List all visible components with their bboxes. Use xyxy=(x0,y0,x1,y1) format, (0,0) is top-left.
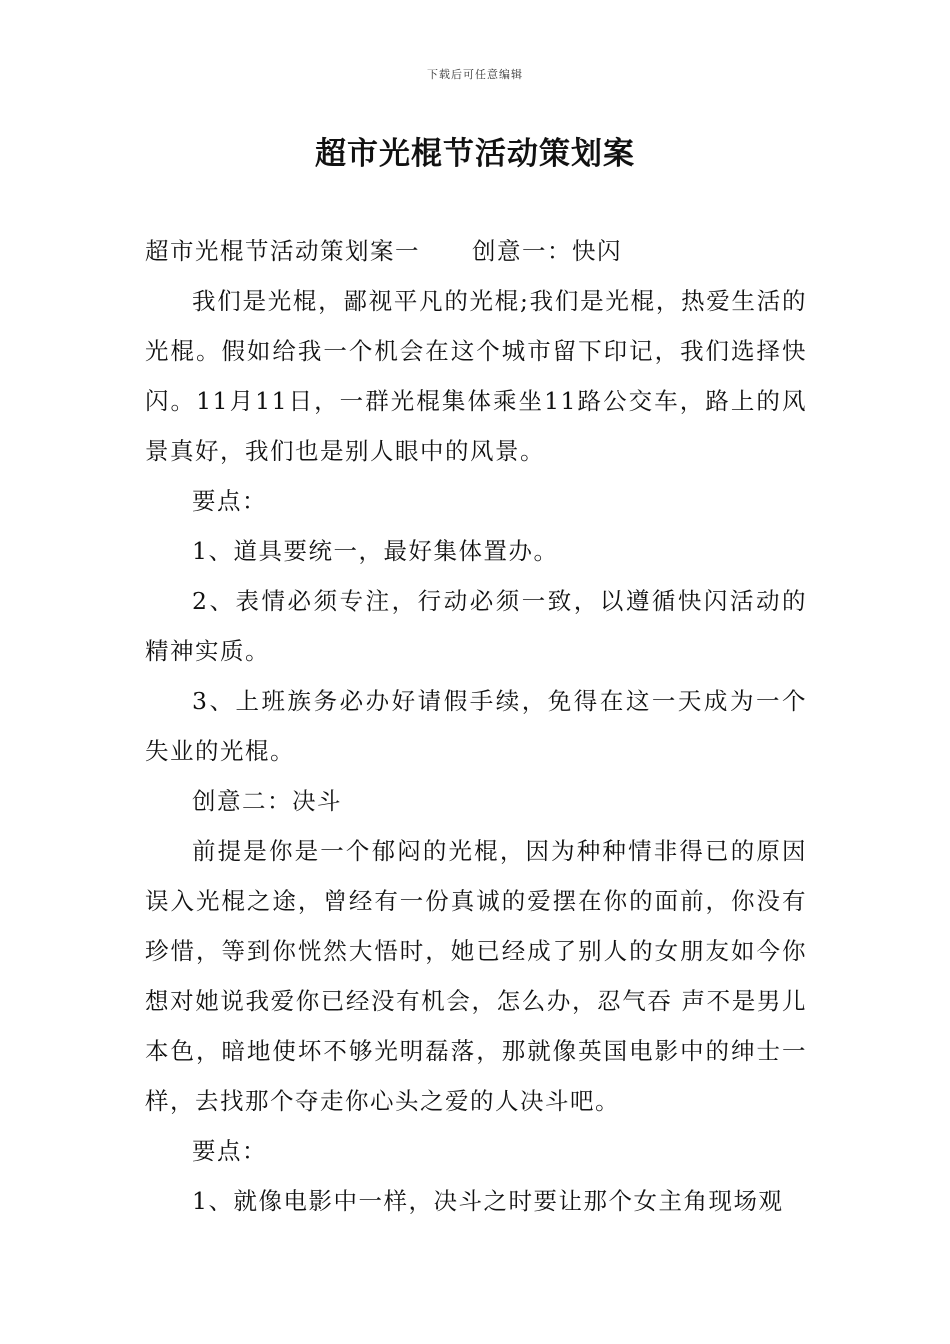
document-body xyxy=(145,226,807,1226)
intro-part-a: 超市光棍节活动策划案一 xyxy=(145,237,420,265)
paragraph-point-1: 1、道具要统一，最好集体置办。 xyxy=(192,537,559,565)
intro-part-b: 创意一：快闪 xyxy=(472,237,622,265)
paragraph-key-points-2: 要点： xyxy=(192,1137,267,1165)
paragraph-point-2: 2、表情必须专注，行动必须一致，以遵循快闪活动的精神实质。 xyxy=(145,587,807,665)
paragraph-point-3: 3、上班族务必办好请假手续，免得在这一天成为一个失业的光棍。 xyxy=(145,687,807,765)
document-title: 超市光棍节活动策划案 xyxy=(315,136,635,172)
paragraph-idea-two-heading: 创意二：决斗 xyxy=(192,787,342,815)
paragraph-idea-one: 我们是光棍，鄙视平凡的光棍;我们是光棍，热爱生活的光棍。假如给我一个机会在这个城市留下印记，我们选择快闪。11月11日，一群光棍集体乘坐11路公交车，路上的风景真好，我们也是别人眼中的风景。 xyxy=(145,287,807,465)
paragraph-point-2-1: 1、就像电影中一样，决斗之时要让那个女主角现场观 xyxy=(192,1187,784,1215)
header-note: 下载后可任意编辑 xyxy=(427,68,523,81)
intro-line xyxy=(145,226,807,276)
paragraph-idea-two: 前提是你是一个郁闷的光棍，因为种种情非得已的原因误入光棍之途，曾经有一份真诚的爱摆在你的面前，你没有珍惜，等到你恍然大悟时，她已经成了别人的女朋友如今你想对她说我爱你已经没有机会，怎么办，忍气吞 声不是男儿本色，暗地使坏不够光明磊落，那就像英国电影中的绅士一样，去找那个夺走你心头之爱的人决斗吧。 xyxy=(145,837,807,1115)
paragraph-key-points-1: 要点： xyxy=(192,487,267,515)
